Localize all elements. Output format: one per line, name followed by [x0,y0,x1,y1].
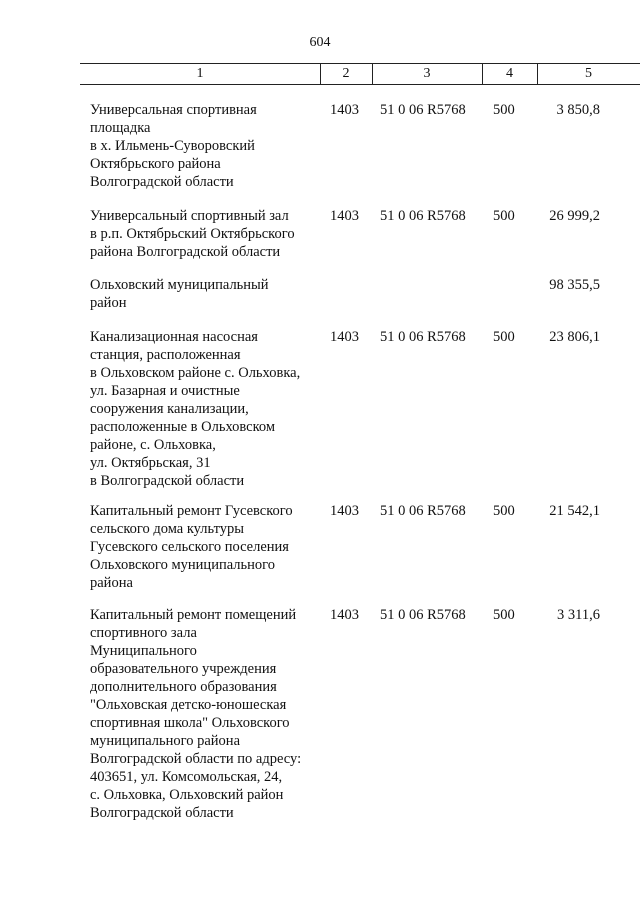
row-col-4: 500 [493,208,515,224]
name-line: района Волгоградской области [90,244,281,260]
row-col-3: 51 0 06 R5768 [380,329,466,345]
row-col-4: 500 [493,102,515,118]
name-line: спортивная школа" Ольховского [90,715,290,731]
row-name [90,606,320,822]
row-col-5: 23 806,1 [549,329,600,345]
row-col-5: 3 850,8 [556,102,600,118]
name-line: расположенные в Ольховском [90,419,276,435]
name-line: Канализационная насосная [90,329,258,345]
row-col-3: 51 0 06 R5768 [380,607,466,623]
header-col-3: 3 [423,66,431,81]
name-line: спортивного зала [90,625,197,641]
header-col-5: 5 [585,66,592,81]
row-col-2: 1403 [330,102,359,118]
row-col-4: 500 [493,503,515,519]
row-name [90,328,320,490]
row-col-2: 1403 [330,329,359,345]
row-col-5: 98 355,5 [549,277,600,293]
name-line: с. Ольховка, Ольховский район [90,787,284,803]
row-col-2: 1403 [330,208,359,224]
row-col-3: 51 0 06 R5768 [380,102,466,118]
row-col-4: 500 [493,329,515,345]
name-line: Волгоградской области [90,174,234,190]
row-col-2: 1403 [330,503,359,519]
name-line: площадка [90,120,151,136]
name-line: районе, с. Ольховка, [90,437,216,453]
name-line: Универсальный спортивный зал [90,208,289,224]
name-line: 403651, ул. Комсомольская, 24, [90,769,283,785]
row-col-3: 51 0 06 R5768 [380,208,466,224]
row-col-4: 500 [493,607,515,623]
row-col-5: 26 999,2 [549,208,600,224]
name-line: Универсальная спортивная [90,102,257,118]
row-col-5: 21 542,1 [549,503,600,519]
name-line: "Ольховская детско-юношеская [90,697,287,713]
row-col-5: 3 311,6 [557,607,600,623]
table-header [80,63,640,85]
name-line: ул. Базарная и очистные [90,383,240,399]
name-line: дополнительного образования [90,679,277,695]
header-col-4: 4 [506,66,513,81]
name-line: ул. Октябрьская, 31 [90,455,211,471]
name-line: Муниципального [90,643,197,659]
header-col-2: 2 [342,66,350,81]
name-line: район [90,295,127,311]
row-name [90,207,320,261]
name-line: сельского дома культуры [90,521,244,537]
name-line: Волгоградской области [90,805,234,821]
name-line: сооружения канализации, [90,401,249,417]
name-line: Волгоградской области по адресу: [90,751,302,767]
name-line: Капитальный ремонт помещений [90,607,297,623]
name-line: станция, расположенная [90,347,241,363]
name-line: образовательного учреждения [90,661,277,677]
name-line: Ольховского муниципального [90,557,275,573]
name-line: Гусевского сельского поселения [90,539,289,555]
name-line: Октябрьского района [90,156,221,172]
row-name [90,502,320,592]
row-name [90,276,320,312]
name-line: Ольховский муниципальный [90,277,269,293]
row-col-2: 1403 [330,607,359,623]
name-line: муниципального района [90,733,240,749]
page-number: 604 [309,35,331,50]
row-col-3: 51 0 06 R5768 [380,503,466,519]
header-col-1: 1 [196,66,204,81]
name-line: района [90,575,133,591]
name-line: в Волгоградской области [90,473,245,489]
name-line: в Ольховском районе с. Ольховка, [90,365,301,381]
name-line: Капитальный ремонт Гусевского [90,503,293,519]
row-name [90,101,320,191]
name-line: в р.п. Октябрьский Октябрьского [90,226,295,242]
name-line: в х. Ильмень-Суворовский [90,138,255,154]
